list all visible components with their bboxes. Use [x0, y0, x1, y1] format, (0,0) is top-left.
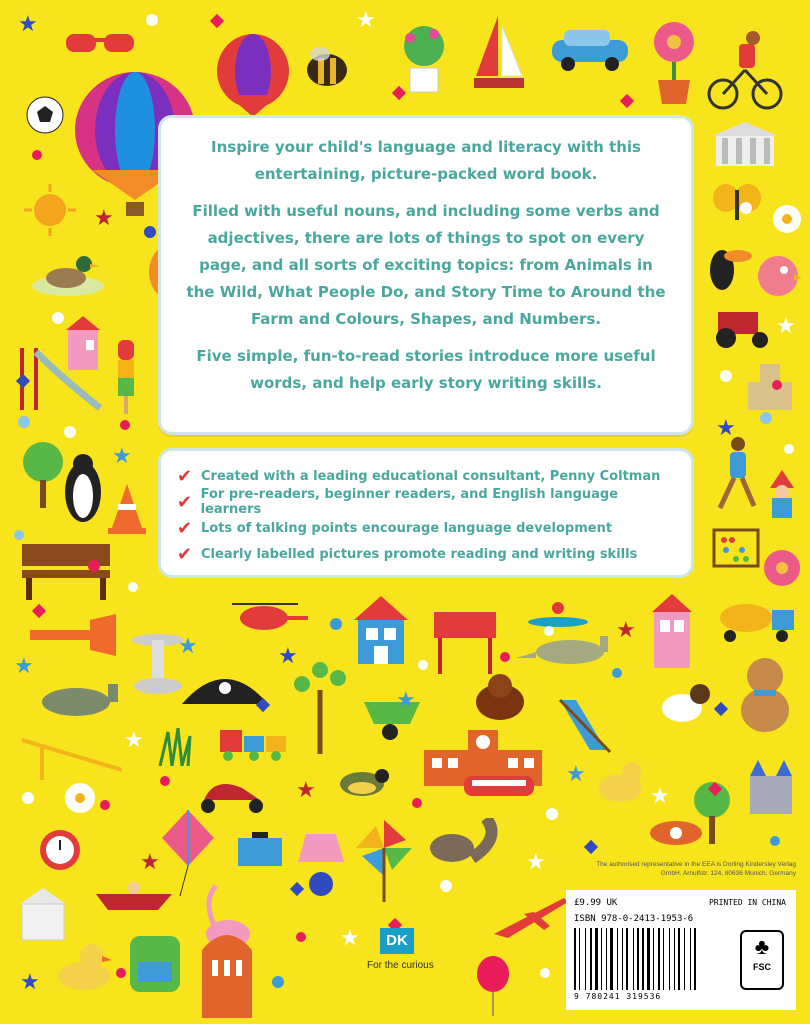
star-icon: ★ — [650, 784, 670, 809]
fsc-label: FSC — [753, 962, 771, 972]
barcode-bar — [678, 928, 680, 990]
barcode-bar — [587, 928, 589, 990]
barcode-bar — [595, 928, 598, 990]
daisy-icon — [772, 204, 802, 234]
star-icon: ★ — [296, 778, 316, 803]
confetti-dot — [22, 792, 34, 804]
confetti-dot — [14, 530, 24, 540]
confetti-dot — [544, 626, 554, 636]
confetti-dot — [144, 226, 156, 238]
garden-gnome-icon — [764, 470, 800, 520]
barcode-bar — [684, 928, 685, 990]
confetti-square — [210, 14, 224, 28]
confetti-dot — [330, 618, 342, 630]
star-icon: ★ — [124, 728, 144, 753]
confetti-dot — [146, 14, 158, 26]
balloon-icon — [476, 956, 510, 1016]
dollhouse-icon — [20, 888, 66, 942]
helicopter-icon — [226, 598, 310, 634]
barcode-bar — [645, 928, 646, 990]
feature-text: Clearly labelled pictures promote reading and writing skills — [201, 546, 638, 562]
barcode-bar — [622, 928, 623, 990]
barcode-bar — [593, 928, 594, 990]
barcode-bar — [617, 928, 618, 990]
star-icon: ★ — [396, 688, 416, 713]
star-icon: ★ — [14, 654, 34, 679]
toy-bird-icon — [754, 250, 802, 304]
alarm-clock-icon — [36, 820, 84, 876]
train-icon — [462, 770, 536, 800]
kayak-icon — [526, 600, 590, 630]
barcode-bar — [692, 928, 693, 990]
barcode-bar — [603, 928, 605, 990]
features-panel — [158, 448, 694, 578]
confetti-dot — [412, 798, 422, 808]
blurb-paragraph-stories: Five simple, fun-to-read stories introduce more useful words, and help early story writing skills. — [196, 347, 656, 392]
confetti-dot — [500, 652, 510, 662]
barcode-bar — [633, 928, 634, 990]
traffic-cone-icon — [108, 484, 146, 534]
star-icon: ★ — [356, 8, 376, 33]
star-icon: ★ — [716, 416, 736, 441]
confetti-dot — [64, 426, 76, 438]
bird-icon — [326, 760, 398, 806]
car-icon — [548, 26, 632, 72]
barcode-bar — [658, 928, 660, 990]
bee-icon — [300, 40, 354, 94]
barcode-bar — [585, 928, 586, 990]
confetti-dot — [784, 444, 794, 454]
barcode-bar — [642, 928, 644, 990]
barcode-bar — [640, 928, 641, 990]
blurb-panel — [158, 115, 694, 435]
toucan-icon — [706, 240, 752, 292]
barcode-bar — [686, 928, 689, 990]
confetti-dot — [296, 932, 306, 942]
confetti-dot — [32, 150, 42, 160]
confetti-dot — [770, 836, 780, 846]
orangutan-icon — [472, 672, 528, 722]
crane-icon — [22, 730, 122, 780]
check-icon: ✔ — [177, 543, 193, 565]
confetti-dot — [440, 880, 452, 892]
star-icon: ★ — [18, 12, 38, 37]
barcode-bar — [608, 928, 609, 990]
check-icon: ✔ — [177, 517, 193, 539]
star-icon: ★ — [20, 970, 40, 995]
dk-logo: DK — [380, 928, 414, 954]
barcode-bar — [665, 928, 668, 990]
football-icon — [26, 96, 64, 134]
star-icon: ★ — [112, 444, 132, 469]
confetti-square — [714, 702, 728, 716]
teddy-bear-icon — [730, 654, 800, 734]
building-icon — [202, 930, 252, 1018]
check-icon: ✔ — [177, 465, 193, 487]
confetti-dot — [418, 660, 428, 670]
star-icon: ★ — [94, 206, 114, 231]
barcode-bar — [681, 928, 683, 990]
museum-icon — [712, 122, 778, 170]
sun-icon — [24, 184, 76, 236]
printed-in-label: PRINTED IN CHINA — [708, 898, 786, 907]
barcode-bar — [629, 928, 632, 990]
confetti-dot — [160, 776, 170, 786]
barcode-bar — [606, 928, 607, 990]
blurb-paragraph-topics: Filled with useful nouns, and including some verbs and adjectives, there are lots of things to spot on every page, and all sorts of exciting topics: from Animals in the Wild, What People Do, and Story Time to Around the Farm and Colours, Shapes, and Numbers. — [186, 202, 666, 328]
duck-icon — [30, 252, 106, 298]
barcode-bar — [610, 928, 613, 990]
confetti-dot — [740, 202, 752, 214]
house-icon — [652, 594, 692, 670]
barcode-number: 9 780241 319536 — [574, 992, 662, 1001]
barcode-bar — [651, 928, 652, 990]
abacus-icon — [712, 528, 760, 568]
barcode-bar — [663, 928, 664, 990]
confetti-dot — [128, 582, 138, 592]
duckling-icon — [592, 758, 648, 804]
dinosaur-icon — [516, 628, 626, 672]
fsc-tree-icon: ♣ — [754, 934, 770, 959]
barcode-bar — [676, 928, 677, 990]
barcode — [574, 928, 714, 990]
confetti-dot — [760, 412, 772, 424]
feature-item — [177, 515, 675, 541]
confetti-dot — [116, 968, 126, 978]
daisy-icon — [64, 782, 96, 814]
barcode-bar — [669, 928, 670, 990]
confetti-dot — [88, 560, 100, 572]
star-icon: ★ — [566, 762, 586, 787]
barcode-block — [566, 890, 796, 1010]
sunglasses-icon — [66, 30, 134, 54]
grass-icon — [158, 728, 192, 766]
cement-mixer-icon — [712, 600, 798, 642]
feature-item — [177, 463, 675, 489]
feature-text: Created with a leading educational consultant, Penny Coltman — [201, 468, 661, 484]
lamp-icon — [296, 834, 346, 900]
rowing-boat-icon — [96, 880, 172, 912]
feature-item — [177, 541, 675, 567]
barcode-bar — [601, 928, 602, 990]
feature-text: For pre-readers, beginner readers, and English language learners — [200, 487, 619, 517]
tractor-icon — [708, 302, 774, 350]
barcode-bar — [581, 928, 584, 990]
confetti-dot — [772, 380, 782, 390]
butterfly-icon — [712, 182, 762, 226]
trumpet-icon — [20, 614, 116, 656]
confetti-square — [584, 840, 598, 854]
penguin-icon — [60, 450, 106, 526]
confetti-dot — [612, 668, 622, 678]
barcode-bar — [690, 928, 691, 990]
squirrel-icon — [426, 818, 502, 868]
feature-text: Lots of talking points encourage language development — [201, 520, 613, 536]
star-icon: ★ — [776, 314, 796, 339]
barcode-bar — [614, 928, 616, 990]
star-icon: ★ — [526, 850, 546, 875]
barcode-bar — [574, 928, 576, 990]
confetti-dot — [720, 370, 732, 382]
confetti-dot — [52, 312, 64, 324]
barcode-bar — [661, 928, 662, 990]
toy-train-icon — [216, 716, 292, 762]
blurb-paragraph-intro: Inspire your child's language and literacy with this entertaining, picture-packed word book. — [211, 138, 641, 183]
confetti-dot — [18, 416, 30, 428]
ice-lolly-icon — [116, 340, 136, 416]
fsc-logo — [740, 930, 784, 990]
sandcastle-icon — [742, 356, 798, 412]
star-icon: ★ — [178, 634, 198, 659]
barcode-bar — [579, 928, 580, 990]
barcode-bar — [577, 928, 578, 990]
scooter-icon — [194, 770, 272, 814]
castle-icon — [744, 756, 798, 816]
barcode-bar — [637, 928, 639, 990]
confetti-dot — [540, 968, 550, 978]
puppy-icon — [654, 676, 714, 728]
barcode-bar — [635, 928, 636, 990]
barcode-bar — [694, 928, 696, 990]
barcode-bar — [655, 928, 657, 990]
runner-icon — [710, 436, 762, 514]
confetti-dot — [272, 976, 284, 988]
feature-item — [177, 489, 675, 515]
barcode-bar — [653, 928, 654, 990]
flower-icon — [762, 548, 802, 588]
confetti-square — [620, 94, 634, 108]
house-icon — [66, 316, 100, 372]
cyclist-icon — [705, 30, 785, 112]
tree-icon — [288, 660, 352, 756]
pinwheel-icon — [356, 820, 412, 902]
sailboat-icon — [470, 16, 528, 96]
confetti-dot — [100, 800, 110, 810]
barcode-bar — [697, 928, 698, 990]
house-icon — [354, 596, 408, 666]
rubber-duck-icon — [56, 940, 112, 992]
barcode-bar — [674, 928, 675, 990]
check-icon: ✔ — [177, 491, 193, 513]
representative-notice: The authorised representative in the EEA is Dorling Kindersley Verlag GmbH. Arnulfstr. 124, 80636 Munich, Germany — [596, 861, 796, 877]
bench-icon — [18, 540, 114, 602]
isbn-label: ISBN 978-0-2413-1953-6 — [574, 914, 694, 924]
star-icon: ★ — [340, 926, 360, 951]
suitcase-icon — [236, 832, 284, 868]
barcode-bar — [599, 928, 600, 990]
plane-icon — [494, 894, 568, 940]
barcode-bar — [647, 928, 650, 990]
picnic-table-icon — [430, 600, 500, 676]
flower-pot-icon — [650, 18, 698, 106]
backpack-icon — [126, 926, 184, 994]
star-icon: ★ — [278, 644, 298, 669]
dinosaur-icon — [26, 672, 136, 728]
potted-plant-icon — [396, 24, 452, 94]
confetti-dot — [546, 808, 558, 820]
price-label: £9.99 UK — [574, 898, 618, 908]
star-icon: ★ — [140, 850, 160, 875]
barcode-bar — [624, 928, 625, 990]
confetti-dot — [120, 420, 130, 430]
star-icon: ★ — [616, 618, 636, 643]
barcode-bar — [671, 928, 673, 990]
barcode-bar — [590, 928, 592, 990]
deckchair-icon — [550, 690, 622, 756]
publisher-tagline: For the curious — [367, 960, 434, 971]
barcode-bar — [626, 928, 628, 990]
barcode-bar — [619, 928, 621, 990]
